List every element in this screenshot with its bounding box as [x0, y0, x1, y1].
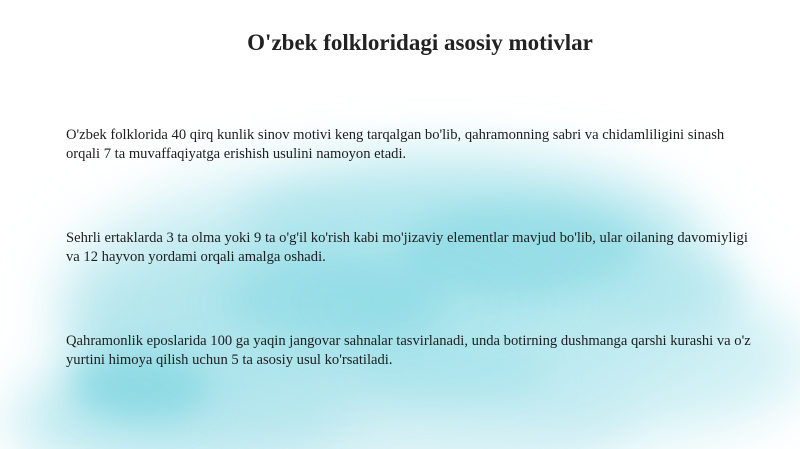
paragraph-magic-tales: Sehrli ertaklarda 3 ta olma yoki 9 ta o'g'il ko'rish kabi mo'jizaviy elementlar mavjud bo'lib, ular oilaning davomiyligi va 12 hayvon yordami orqali amalga oshadi. — [66, 230, 748, 265]
paragraph-heroic-epics: Qahramonlik eposlarida 100 ga yaqin jangovar sahnalar tasvirlanadi, unda botirning dushmanga qarshi kurashi va o'z yurtini himoya qilish uchun 5 ta asosiy usul ko'rsatiladi. — [66, 333, 751, 368]
paragraph-forty-day-trial: O'zbek folklorida 40 qirq kunlik sinov motivi keng tarqalgan bo'lib, qahramonning sabri va chidamliligini sinash orqali 7 ta muvaffaqiyatga erishish usulini namoyon etadi. — [66, 127, 725, 162]
slide-title: O'zbek folkloridagi asosiy motivlar — [247, 30, 593, 55]
